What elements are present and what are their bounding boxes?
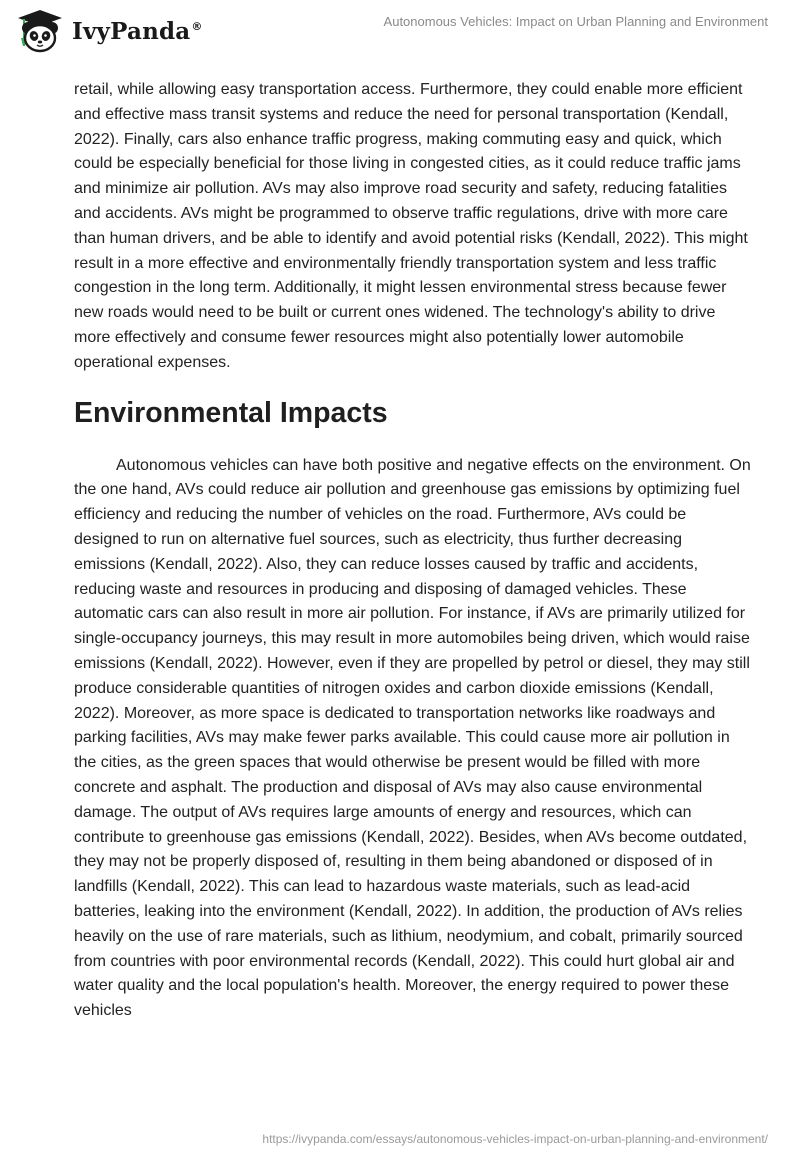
registered-mark: ®: [191, 19, 203, 33]
essay-content: [74, 78, 754, 1024]
document-title: Autonomous Vehicles: Impact on Urban Planning and Environment: [383, 14, 768, 29]
brand-name: IvyPanda®: [72, 17, 203, 45]
body-paragraph: Autonomous vehicles can have both positive and negative effects on the environment. On the one hand, AVs could reduce air pollution and greenhouse gas emissions by optimizing fuel efficiency and reducing the number of vehicles on the road. Furthermore, AVs could be designed to run on alternative fuel sources, such as electricity, thus further decreasing emissions (Kendall, 2022). Also, they can reduce losses caused by traffic and accidents, reducing waste and resources in producing and disposing of damaged vehicles. These automatic cars can also result in more air pollution. For instance, if AVs are primarily utilized for single-occupancy journeys, this may result in more automobiles being driven, which would raise emissions (Kendall, 2022). However, even if they are propelled by petrol or diesel, they may still produce considerable quantities of nitrogen oxides and carbon dioxide emissions (Kendall, 2022). Moreover, as more space is dedicated to transportation networks like roadways and parking facilities, AVs may make fewer parks available. This could cause more air pollution in the cities, as the green spaces that would otherwise be present would be filled with more concrete and asphalt. The production and disposal of AVs may also cause environmental damage. The output of AVs requires large amounts of energy and resources, which can contribute to greenhouse gas emissions (Kendall, 2022). Besides, when AVs become outdated, they may not be properly disposed of, resulting in them being abandoned or disposed of in landfills (Kendall, 2022). This can lead to hazardous waste materials, such as lead-acid batteries, leaking into the environment (Kendall, 2022). In addition, the production of AVs relies heavily on the use of rare materials, such as lithium, neodymium, and cobalt, primarily sourced from countries with poor environmental records (Kendall, 2022). This could hurt global air and water quality and the local population's health. Moreover, the energy required to power these vehicles: [74, 456, 751, 1020]
source-url[interactable]: https://ivypanda.com/essays/autonomous-vehicles-impact-on-urban-planning-and-environment/: [262, 1132, 768, 1146]
page-header: [0, 0, 800, 62]
section-heading: Environmental Impacts: [74, 396, 388, 429]
brand-logo[interactable]: [14, 8, 203, 54]
body-paragraph: retail, while allowing easy transportation access. Furthermore, they could enable more efficient and effective mass transit systems and reduce the need for personal transportation (Kendall, 2022). Finally, cars also enhance traffic progress, making commuting easy and quick, which could be especially beneficial for those living in congested cities, as it could reduce traffic jams and minimize air pollution. AVs may also improve road security and safety, reducing fatalities and accidents. AVs might be programmed to observe traffic regulations, drive with more care than human drivers, and be able to identify and avoid potential risks (Kendall, 2022). This might result in a more effective and environmentally friendly transportation system and less traffic congestion in the long term. Additionally, it might lessen environmental stress because fewer new roads would need to be built or current ones widened. The technology's ability to drive more effectively and consume fewer resources might also potentially lower automobile operational expenses.: [74, 81, 748, 371]
panda-graduate-icon: [14, 8, 66, 54]
